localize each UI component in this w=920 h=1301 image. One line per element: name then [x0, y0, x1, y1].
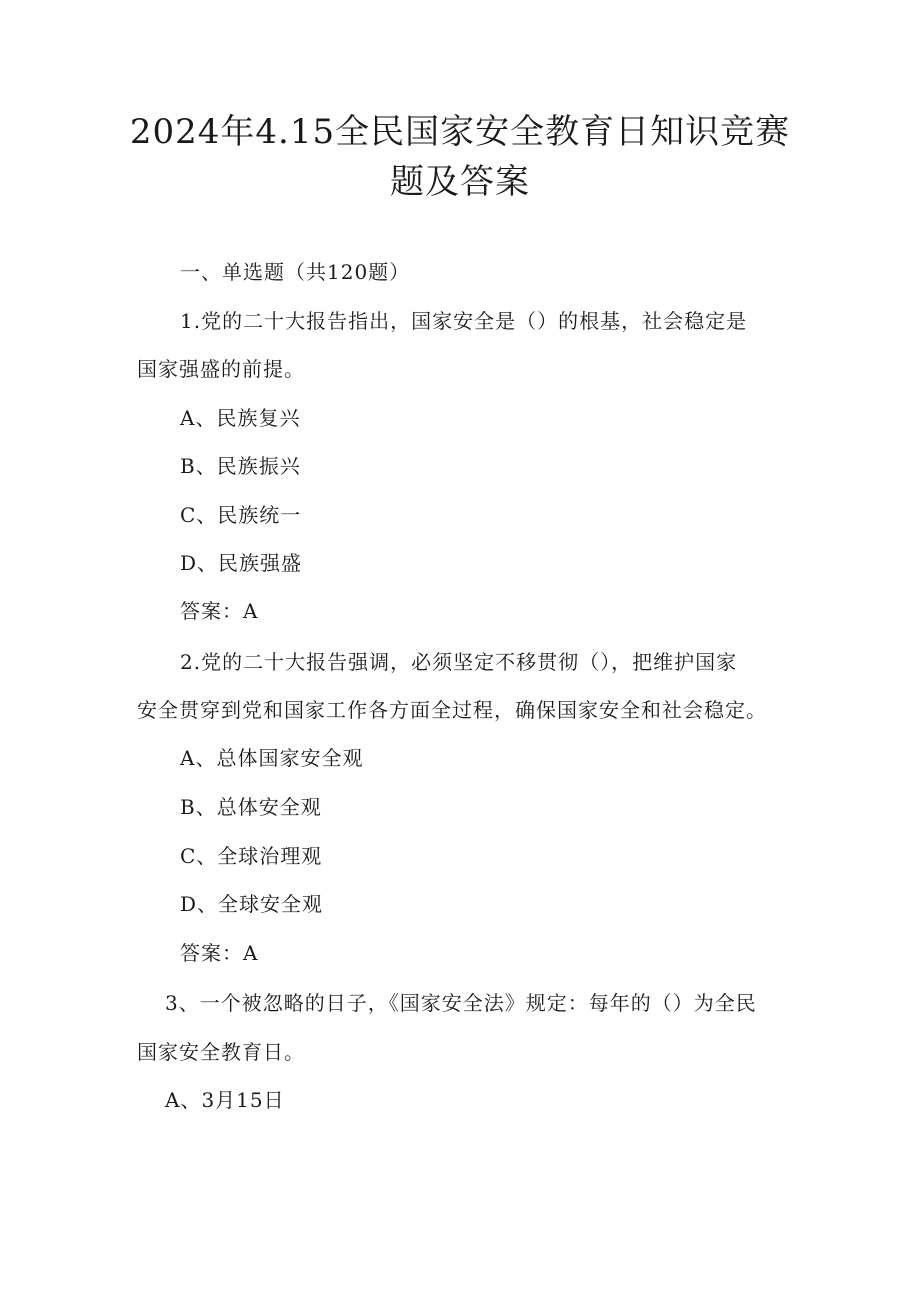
question-3-option-a: A、3月15日: [165, 1088, 285, 1112]
question-3-stem-line1: 3、一个被忽略的日子，《国家安全法》规定：每年的（）为全民: [165, 991, 757, 1015]
question-2-option-b: B、总体安全观: [180, 795, 322, 819]
question-1-option-c: C、民族统一: [180, 503, 302, 527]
question-2-option-a: A、总体国家安全观: [180, 746, 364, 770]
document-title-line1: 2024年4.15全民国家安全教育日知识竞赛: [129, 112, 791, 152]
question-2-option-c: C、全球治理观: [180, 844, 323, 868]
question-3-stem-line2: 国家安全教育日。: [137, 1040, 305, 1064]
question-2-stem-line2: 安全贯穿到党和国家工作各方面全过程，确保国家安全和社会稳定。: [137, 698, 767, 722]
document-title-line2: 题及答案: [390, 162, 530, 202]
question-2-stem-line1: 2.党的二十大报告强调，必须坚定不移贯彻（），把维护国家: [180, 650, 738, 674]
question-1-stem-line2: 国家强盛的前提。: [137, 357, 305, 381]
question-2-option-d: D、全球安全观: [180, 892, 324, 916]
question-1-option-b: B、民族振兴: [180, 454, 301, 478]
question-1-option-a: A、民族复兴: [180, 406, 301, 430]
question-2-answer: 答案：A: [180, 941, 259, 965]
question-1-answer: 答案：A: [180, 599, 259, 623]
section-heading: 一、单选题（共120题）: [180, 260, 411, 284]
question-1-stem-line1: 1.党的二十大报告指出，国家安全是（）的根基，社会稳定是: [180, 309, 748, 333]
question-1-option-d: D、民族强盛: [180, 551, 303, 575]
